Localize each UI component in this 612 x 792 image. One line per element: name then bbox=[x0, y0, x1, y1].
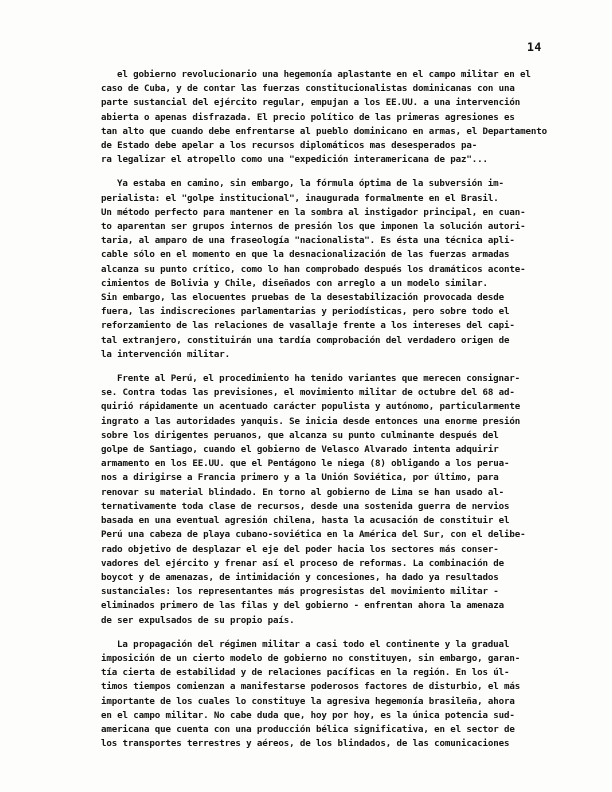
text-line: alcanza su punto crítico, como lo han comprobado después los dramáticos aconte- bbox=[101, 264, 526, 275]
text-line: vadores del ejército y frenar así el proceso de reformas. La combinación de bbox=[101, 558, 505, 569]
text-line: Un método perfecto para mantener en la sombra al instigador principal, en cuan- bbox=[101, 207, 526, 218]
paragraph bbox=[101, 638, 567, 752]
text-line: cimientos de Bolivia y Chile, diseñados con arreglo a un modelo similar. bbox=[101, 278, 488, 289]
text-line: La propagación del régimen militar a casi todo el continente y la gradual bbox=[117, 639, 510, 650]
text-line: abierta o apenas disfrazada. El precio político de las primeras agresiones es bbox=[101, 112, 515, 123]
text-line: renovar su material blindado. En torno al gobierno de Lima se han usado al- bbox=[101, 487, 505, 498]
text-line: se. Contra todas las previsiones, el movimiento militar de octubre del 68 ad- bbox=[101, 388, 515, 399]
text-line: de Estado debe apelar a los recursos diplomáticos mas desesperados pa- bbox=[101, 141, 478, 152]
paragraph bbox=[101, 177, 567, 362]
text-line: tía cierta de estabilidad y de relaciones pacíficas en la región. En los úl- bbox=[101, 668, 510, 679]
text-line: cable sólo en el momento en que la desnacionalización de las fuerzas armadas bbox=[101, 250, 510, 261]
text-line: quirió rápidamente un acentuado carácter populista y autónomo, particularmente bbox=[101, 402, 521, 413]
text-line: tal extranjero, constituirán una tardía comprobación del verdadero origen de bbox=[101, 335, 510, 346]
text-line: golpe de Santiago, cuando el gobierno de Velasco Alvarado intenta adquirir bbox=[101, 445, 499, 456]
text-line: los transportes terrestres y aéreos, de los blindados, de las comunicaciones bbox=[101, 739, 510, 750]
text-line: to aparentan ser grupos internos de presión los que imponen la solución autori- bbox=[101, 222, 526, 233]
text-line: reforzamiento de las relaciones de vasallaje frente a los intereses del capi- bbox=[101, 321, 515, 332]
text-line: ingrato a las autoridades yanquis. Se inicia desde entonces una enorme presión bbox=[101, 416, 521, 427]
text-line: el gobierno revolucionario una hegemonía aplastante en el campo militar en el bbox=[117, 70, 531, 80]
page-number: 14 bbox=[527, 40, 542, 54]
text-line: ra legalizar el atropello como una "expedición interamericana de paz"... bbox=[101, 155, 488, 166]
text-line: ternativamente toda clase de recursos, desde una sostenida guerra de nervios bbox=[101, 501, 510, 512]
text-line: caso de Cuba, y de contar las fuerzas constitucionalistas dominicanas con una bbox=[101, 84, 515, 95]
text-line: parte sustancial del ejército regular, empujan a los EE.UU. a una intervención bbox=[101, 98, 521, 109]
text-line: americana que cuenta con una producción bélica significativa, en el sector de bbox=[101, 724, 515, 735]
text-line: Perú una cabeza de playa cubano-soviética en la América del Sur, con el delibe- bbox=[101, 530, 526, 541]
text-line: basada en una eventual agresión chilena, hasta la acusación de constituir el bbox=[101, 516, 510, 527]
text-line: rado objetivo de desplazar el eje del poder hacia los sectores más conser- bbox=[101, 544, 499, 555]
text-line: tan alto que cuando debe enfrentarse al pueblo dominicano en armas, el Departamento bbox=[101, 126, 548, 137]
text-line: timos tiempos comienzan a manifestarse poderosos factores de disturbio, el más bbox=[101, 682, 521, 693]
text-line: Sin embargo, las elocuentes pruebas de la desestabilización provocada desde bbox=[101, 293, 505, 304]
text-line: sustanciales: los representantes más progresistas del movimiento militar - bbox=[101, 587, 499, 598]
text-line: de ser expulsados de su propio país. bbox=[101, 615, 295, 626]
text-line: Ya estaba en camino, sin embargo, la fórmula óptima de la subversión im- bbox=[117, 179, 504, 190]
text-line: boycot y de amenazas, de intimidación y concesiones, ha dado ya resultados bbox=[101, 572, 499, 583]
text-line: en el campo militar. No cabe duda que, hoy por hoy, es la única potencia sud- bbox=[101, 710, 515, 721]
text-line: fuera, las indiscreciones parlamentarias y periodísticas, pero sobre todo el bbox=[101, 307, 510, 318]
text-line: eliminados primero de las filas y del gobierno - enfrentan ahora la amenaza bbox=[101, 601, 505, 612]
text-line: importante de los cuales lo constituye la agresiva hegemonía brasileña, ahora bbox=[101, 696, 515, 707]
text-line: Frente al Perú, el procedimiento ha tenido variantes que merecen consignar- bbox=[117, 374, 521, 385]
paragraph bbox=[101, 68, 567, 167]
text-line: taria, al amparo de una fraseología "nacionalista". Es ésta una técnica apli- bbox=[101, 236, 515, 247]
text-line: perialista: el "golpe institucional", inaugurada formalmente en el Brasil. bbox=[101, 193, 499, 204]
text-line: la intervención militar. bbox=[101, 349, 230, 360]
document-body bbox=[101, 68, 567, 761]
paragraph bbox=[101, 372, 567, 628]
text-line: nos a dirigirse a Francia primero y a la Unión Soviética, por último, para bbox=[101, 473, 499, 484]
text-line: armamento en los EE.UU. que el Pentágono le niega (8) obligando a los perua- bbox=[101, 459, 510, 470]
text-line: sobre los dirigentes peruanos, que alcanza su punto culminante después del bbox=[101, 430, 499, 441]
text-line: imposición de un cierto modelo de gobierno no constituyen, sin embargo, garan- bbox=[101, 653, 521, 664]
